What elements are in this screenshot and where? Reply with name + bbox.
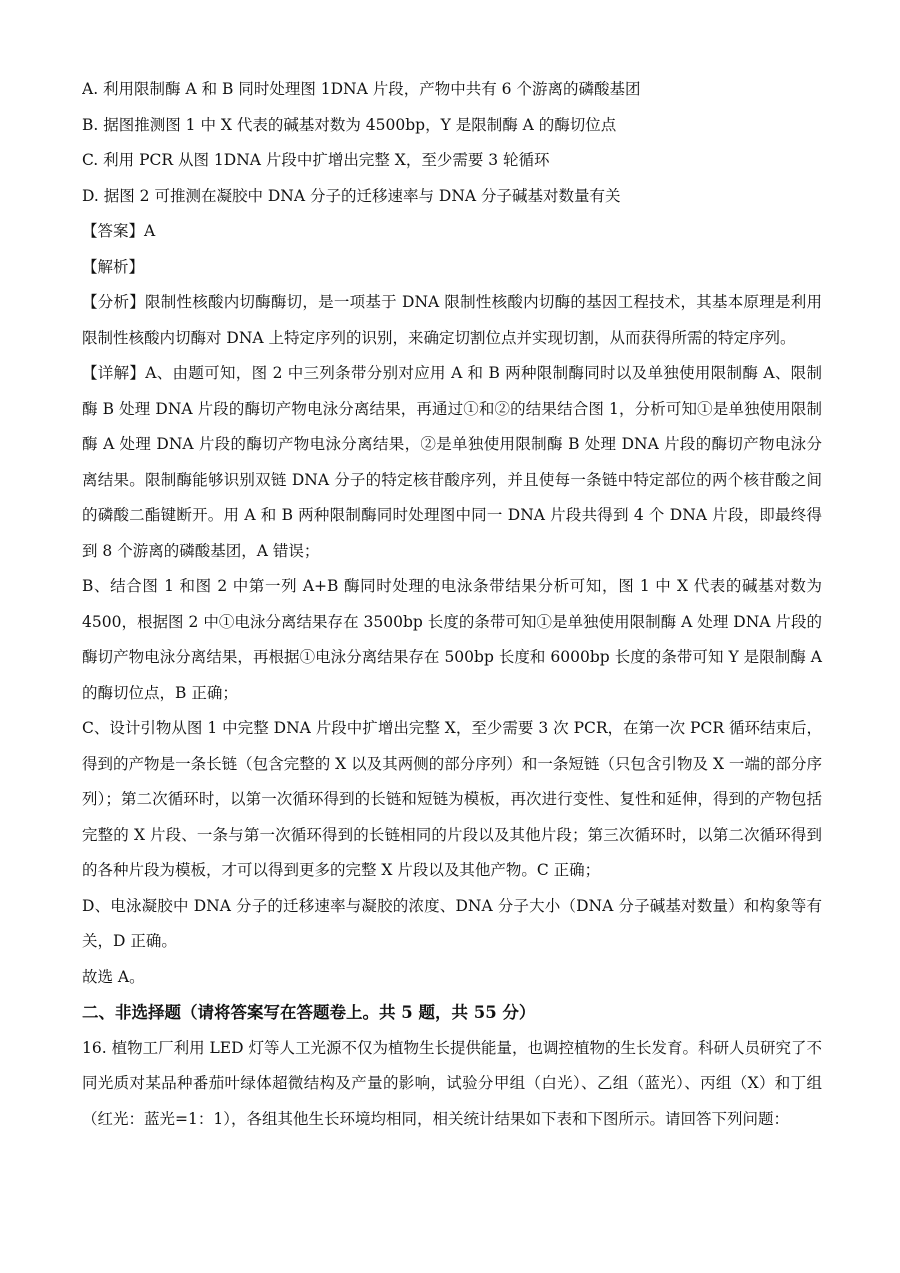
- question-16-paragraph: 16. 植物工厂利用 LED 灯等人工光源不仅为植物生长提供能量，也调控植物的生长发育。科研人员研究了不同光质对某品种番茄叶绿体超微结构及产量的影响，试验分甲组（白光）、乙组（蓝光）、丙组（X）和丁组（红光：蓝光=1：1），各组其他生长环境均相同，相关统计结果如下表和下图所示。请回答下列问题：: [82, 1038, 822, 1128]
- option-c: C. 利用 PCR 从图 1DNA 片段中扩增出完整 X，至少需要 3 轮循环: [82, 151, 550, 169]
- detail-paragraph-a: 【详解】A、由题可知，图 2 中三列条带分别对应用 A 和 B 两种限制酶同时以及单独使用限制酶 A、限制酶 B 处理 DNA 片段的酶切产物电泳分离结果，再通过①和②的结果结合图 1，分析可知①是单独使用限制酶 A 处理 DNA 片段的酶切产物电泳分离结果，②是单独使用限制酶 B 处理 DNA 片段的酶切产物电泳分离结果。限制酶能够识别双链 DNA 分子的特定核苷酸序列，并且使每一条链中特定部位的两个核苷酸之间的磷酸二酯键断开。用 A 和 B 两种限制酶同时处理图中同一 DNA 片段共得到 4 个 DNA 片段，即最终得到 8 个游离的磷酸基团，A 错误；: [82, 364, 822, 560]
- conclusion-line: 故选 A。: [82, 967, 145, 986]
- analysis-paragraph: 【分析】限制性核酸内切酶酶切，是一项基于 DNA 限制性核酸内切酶的基因工程技术，其基本原理是利用限制性核酸内切酶对 DNA 上特定序列的识别，来确定切割位点并实现切割，从而获得所需的特定序列。: [82, 293, 822, 347]
- answer-label: 【答案】A: [82, 222, 156, 240]
- detail-paragraph-c: C、设计引物从图 1 中完整 DNA 片段中扩增出完整 X，至少需要 3 次 PCR，在第一次 PCR 循环结束后，得到的产物是一条长链（包含完整的 X 以及其两侧的部分序列）和一条短链（只包含引物及 X 一端的部分序列）；第二次循环时，以第一次循环得到的长链和短链为模板，再次进行变性、复性和延伸，得到的产物包括完整的 X 片段、一条与第一次循环得到的长链相同的片段以及其他片段；第三次循环时，以第二次循环得到的各种片段为模板，才可以得到更多的完整 X 片段以及其他产物。C 正确；: [82, 719, 822, 879]
- section-two-heading: 二、非选择题（请将答案写在答题卷上。共 5 题，共 55 分）: [82, 1003, 536, 1022]
- analysis-label: 【解析】: [82, 257, 145, 276]
- option-d: D. 据图 2 可推测在凝胶中 DNA 分子的迁移速率与 DNA 分子碱基对数量有关: [82, 186, 621, 205]
- option-b: B. 据图推测图 1 中 X 代表的碱基对数为 4500bp，Y 是限制酶 A 的酶切位点: [82, 115, 617, 134]
- option-a: A. 利用限制酶 A 和 B 同时处理图 1DNA 片段，产物中共有 6 个游离的磷酸基团: [82, 80, 641, 98]
- detail-paragraph-b: B、结合图 1 和图 2 中第一列 A+B 酶同时处理的电泳条带结果分析可知，图 1 中 X 代表的碱基对数为 4500，根据图 2 中①电泳分离结果存在 3500bp 长度的条带可知①是单独使用限制酶 A 处理 DNA 片段的酶切产物电泳分离结果，再根据①电泳分离结果存在 500bp 长度和 6000bp 长度的条带可知 Y 是限制酶 A 的酶切位点，B 正确；: [82, 577, 822, 702]
- detail-paragraph-d: D、电泳凝胶中 DNA 分子的迁移速率与凝胶的浓度、DNA 分子大小（DNA 分子碱基对数量）和构象等有关，D 正确。: [82, 896, 822, 950]
- document-page: [82, 72, 822, 1137]
